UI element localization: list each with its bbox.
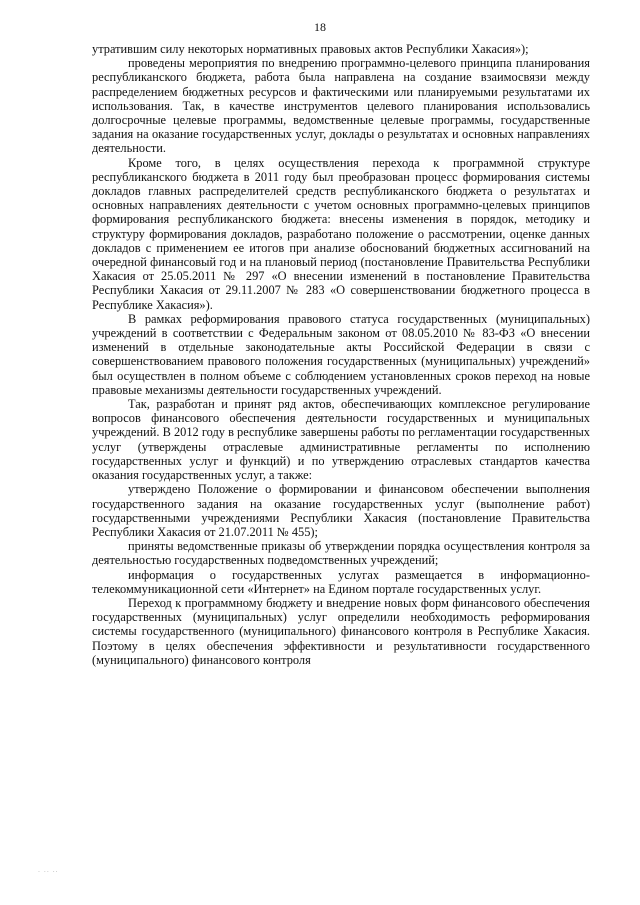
- paragraph-program-target-principle: проведены мероприятия по внедрению программно-целевого принципа планирования республиканского бюджета, работа была направлена на создание взаимосвязи между распределением бюджетных ресурсов и фактическими или планируемыми результатами их использования. Так, в качестве инструментов целевого планирования использовались долгосрочные целевые программы, ведомственные целевые программы, государственные задания на оказание государственных услуг, доклады о результатах и основных направлениях деятельности.: [92, 56, 590, 156]
- paragraph-internet-portal: информация о государственных услугах размещается в информационно-телекоммуникационной сети «Интернет» на Едином портале государственных услуг.: [92, 567, 590, 596]
- page-number: 18: [314, 20, 326, 34]
- paragraph-state-assignment-regulation: утверждено Положение о формировании и финансовом обеспечении выполнения государственного задания на оказание государственных услуг (выполнение работ) государственными учреждениями Республики Хакасия (постановление Правительства Республики Хакасия от 21.07.2011 № 455);: [92, 482, 590, 539]
- paragraph-continuation: утратившим силу некоторых нормативных правовых актов Республики Хакасия»);: [92, 42, 529, 56]
- document-body: [92, 42, 590, 667]
- paragraph-acts-adopted: Так, разработан и принят ряд актов, обеспечивающих комплексное регулирование вопросов финансового обеспечения деятельности государственных и муниципальных учреждений. В 2012 году в республике завершены работы по регламентации государственных услуг (утверждены отраслевые административные регламенты по исполнению государственных услуг и функций) и по утверждению отраслевых стандартов качества оказания государственных услуг, а также:: [92, 397, 590, 483]
- paragraph-financial-control: Переход к программному бюджету и внедрение новых форм финансового обеспечения государственных (муниципальных) услуг определили необходимость реформирования системы государственного (муниципального) финансового контроля в Республике Хакасия. Поэтому в целях обеспечения эффективности и результативности государственного (муниципального) финансового контроля: [92, 595, 590, 667]
- paragraph-legal-status-reform: В рамках реформирования правового статуса государственных (муниципальных) учреждений в соответствии с Федеральным законом от 08.05.2010 № 83-ФЗ «О внесении изменений в отдельные законодательные акты Российской Федерации в связи с совершенствованием правового положения государственных (муниципальных) учреждений» был осуществлен в полном объеме с соблюдением установленных сроков переход на новые правовые механизмы деятельности государственных учреждений.: [92, 311, 590, 397]
- scan-artifact-mark: . .. ..: [38, 867, 59, 874]
- paragraph-departmental-orders: приняты ведомственные приказы об утверждении порядка осуществления контроля за деятельностью государственных подведомственных учреждений;: [92, 539, 590, 568]
- paragraph-program-structure: Кроме того, в целях осуществления перехода к программной структуре республиканского бюджета в 2011 году был преобразован процесс формирования системы докладов главных распределителей средств республиканского бюджета о результатах и основных направлениях деятельности с учетом основных программно-целевых принципов формирования республиканского бюджета: внесены изменения в порядок, методику и структуру формирования докладов, разработано положение о рассмотрении, оценке данных докладов с применением ее итогов при анализе обоснований бюджетных ассигнований на очередной финансовый год и на плановый период (постановление Правительства Республики Хакасия от 25.05.2011 № 297 «О внесении изменений в постановление Правительства Республики Хакасия от 29.11.2007 № 283 «О совершенствовании бюджетного процесса в Республике Хакасия»).: [92, 155, 590, 312]
